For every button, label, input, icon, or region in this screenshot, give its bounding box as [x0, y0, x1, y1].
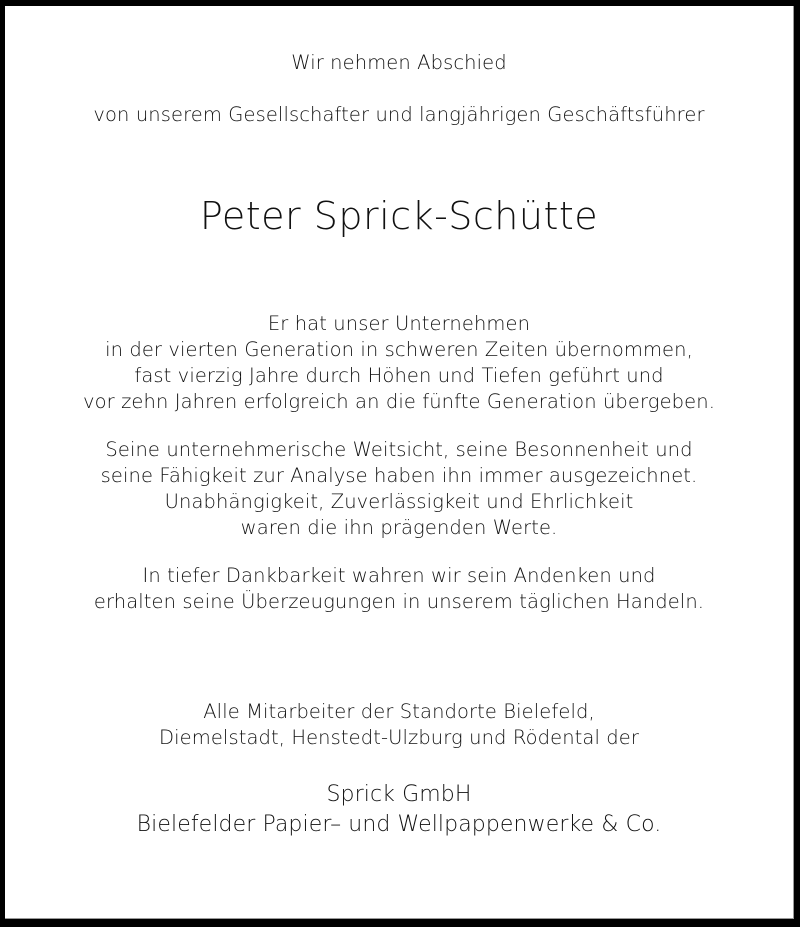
- company-name: Sprick GmbH: [326, 782, 472, 807]
- paragraph-1-line-4: vor zehn Jahren erfolgreich an die fünfte Generation übergeben.: [82, 390, 715, 413]
- obituary-notice: [5, 6, 794, 919]
- signature-line-1: Alle Mitarbeiter der Standorte Bielefeld,: [203, 700, 595, 723]
- deceased-name: Peter Sprick-Schütte: [199, 194, 599, 238]
- paragraph-1-line-2: in der vierten Generation in schweren Zeiten übernommen,: [105, 338, 693, 361]
- paragraph-3-line-1: In tiefer Dankbarkeit wahren wir sein Andenken und: [142, 564, 656, 587]
- paragraph-2-line-3: Unabhängigkeit, Zuverlässigkeit und Ehrlichkeit: [164, 490, 634, 513]
- paragraph-3-line-2: erhalten seine Überzeugungen in unserem täglichen Handeln.: [93, 590, 705, 613]
- company-full-name: Bielefelder Papier– und Wellpappenwerke & Co.: [136, 812, 662, 837]
- paragraph-2-line-2: seine Fähigkeit zur Analyse haben ihn immer ausgezeichnet.: [100, 464, 698, 487]
- paragraph-2-line-4: waren die ihn prägenden Werte.: [240, 516, 558, 539]
- intro-line-1: Wir nehmen Abschied: [291, 51, 507, 74]
- paragraph-1-line-3: fast vierzig Jahre durch Höhen und Tiefen geführt und: [134, 364, 664, 387]
- paragraph-2-line-1: Seine unternehmerische Weitsicht, seine Besonnenheit und: [105, 438, 693, 461]
- signature-line-2: Diemelstadt, Henstedt-Ulzburg und Rödental der: [159, 726, 639, 749]
- intro-line-2: von unserem Gesellschafter und langjährigen Geschäftsführer: [93, 103, 705, 126]
- paragraph-1-line-1: Er hat unser Unternehmen: [267, 312, 531, 335]
